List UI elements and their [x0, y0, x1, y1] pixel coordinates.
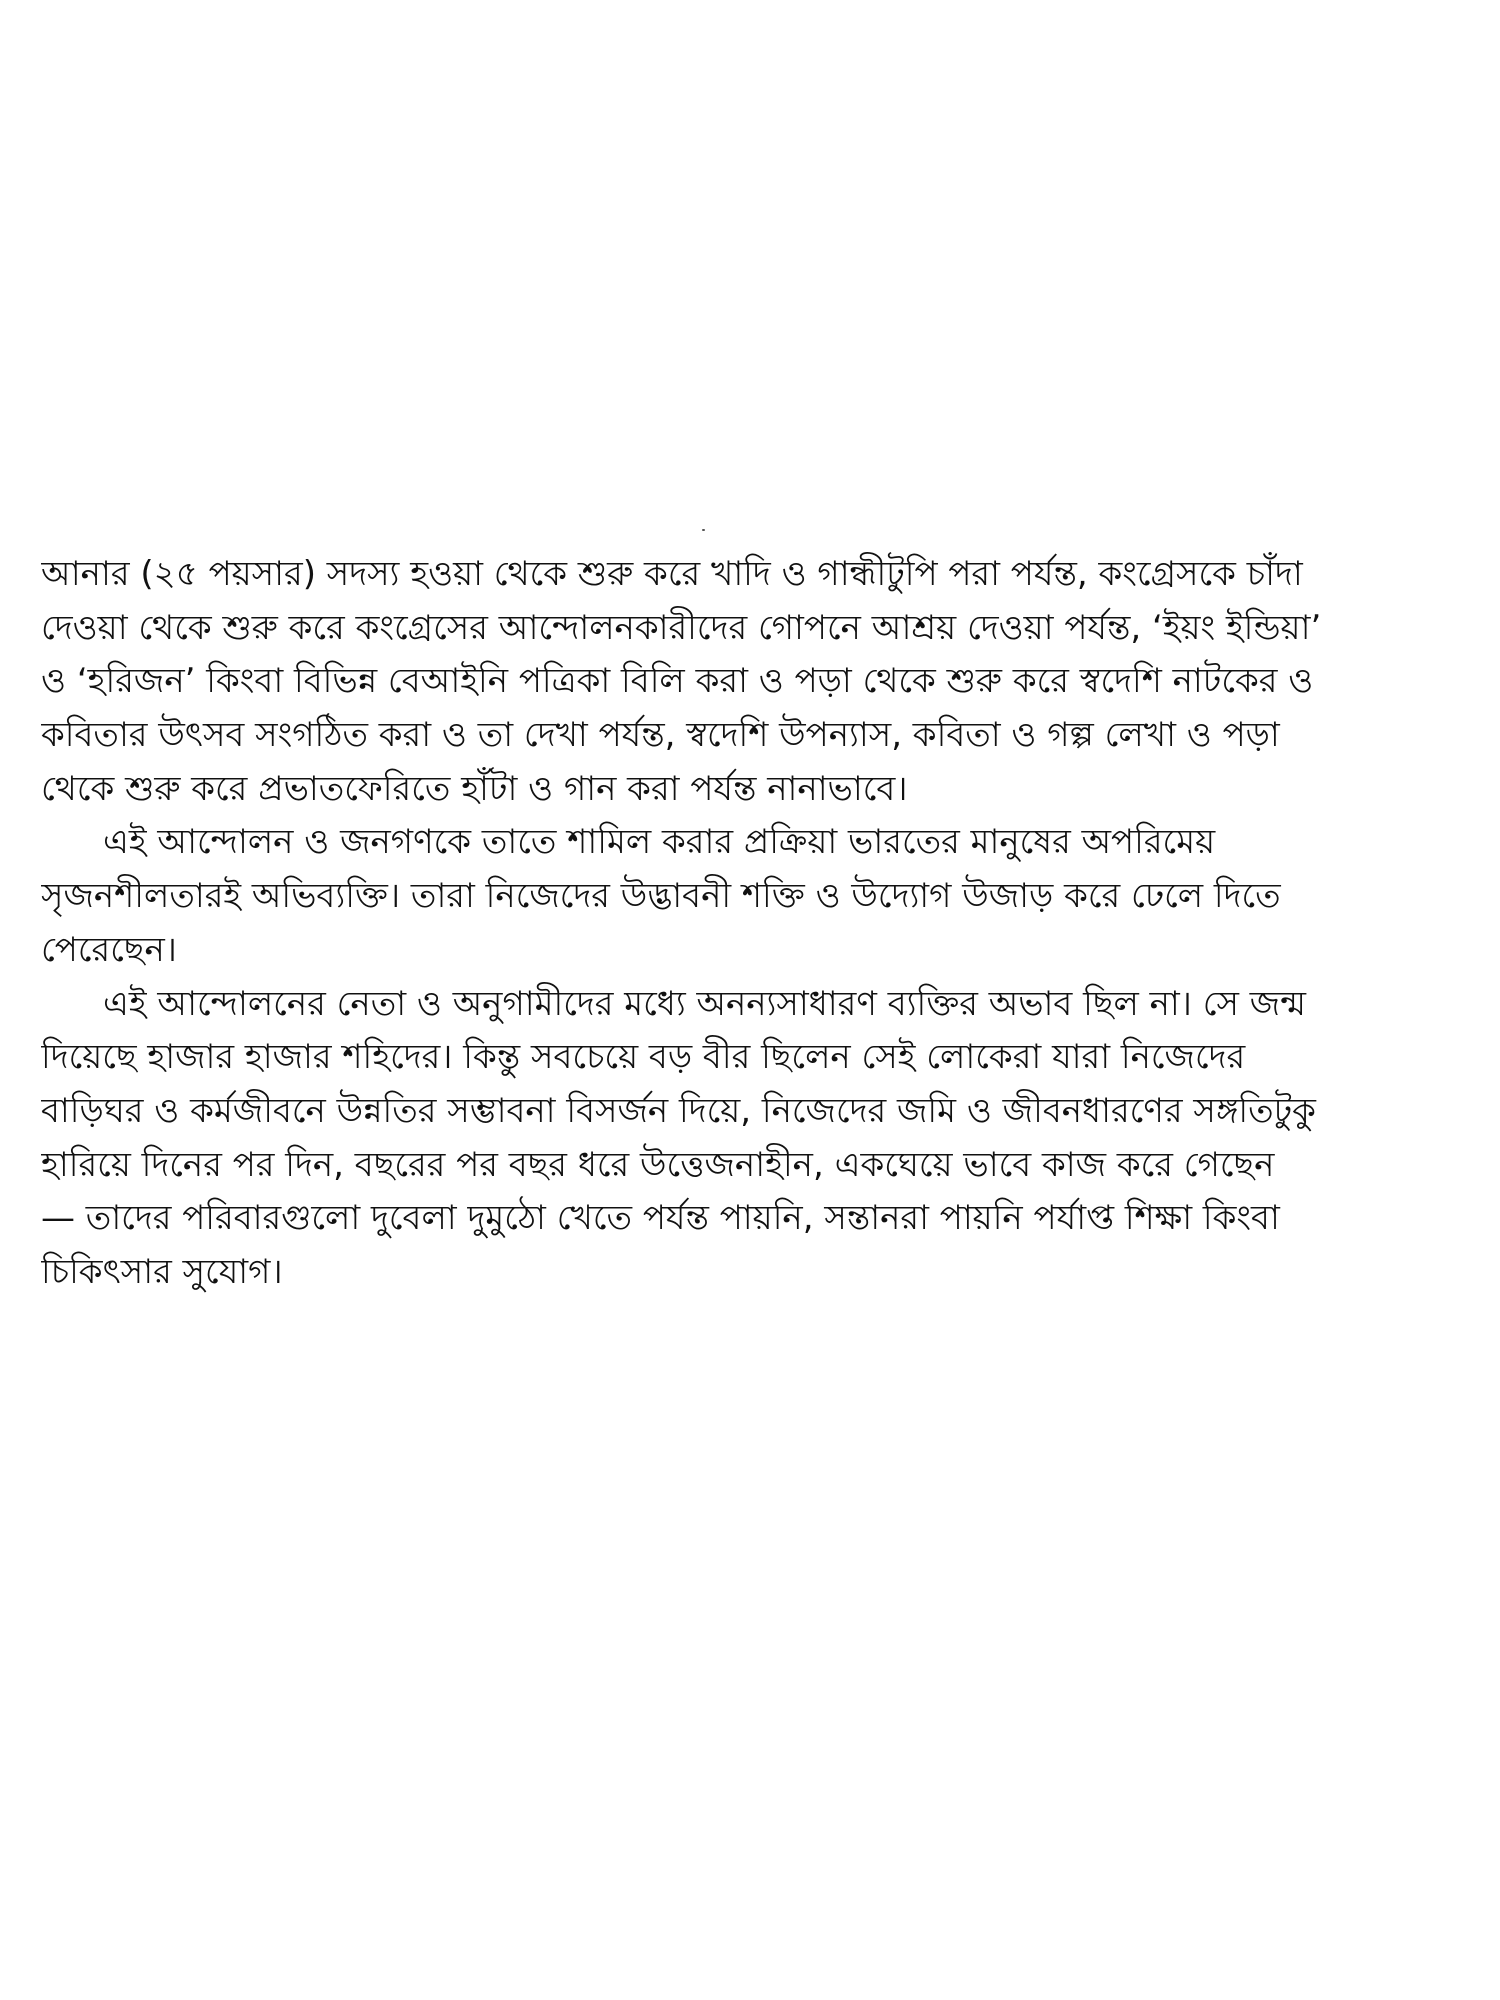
- text-line: সৃজনশীলতারই অভিব্যক্তি। তারা নিজেদের উদ্ভাবনী শক্তি ও উদ্যোগ উজাড় করে ঢেলে দিতে: [41, 876, 1281, 917]
- text-line: ও ‘হরিজন’ কিংবা বিভিন্ন বেআইনি পত্রিকা বিলি করা ও পড়া থেকে শুরু করে স্বদেশি নাটকের ও: [41, 661, 1314, 702]
- paragraph-1: [41, 548, 1461, 816]
- text-line: দিয়েছে হাজার হাজার শহিদের। কিন্তু সবচেয়ে বড় বীর ছিলেন সেই লোকেরা যারা নিজেদের: [41, 1037, 1246, 1078]
- text-line: বাড়িঘর ও কর্মজীবনে উন্নতির সম্ভাবনা বিসর্জন দিয়ে, নিজেদের জমি ও জীবনধারণের সঙ্গতিটুকু: [41, 1090, 1316, 1131]
- text-line: কবিতার উৎসব সংগঠিত করা ও তা দেখা পর্যন্ত, স্বদেশি উপন্যাস, কবিতা ও গল্প লেখা ও পড়া: [41, 715, 1280, 756]
- paragraph-3: [41, 978, 1461, 1300]
- text-line: আনার (২৫ পয়সার) সদস্য হওয়া থেকে শুরু করে খাদি ও গান্ধীটুপি পরা পর্যন্ত, কংগ্রেসকে চাঁদা: [41, 554, 1303, 594]
- body-text: [41, 548, 1461, 1300]
- text-line: হারিয়ে দিনের পর দিন, বছরের পর বছর ধরে উত্তেজনাহীন, একঘেয়ে ভাবে কাজ করে গেছেন: [41, 1144, 1275, 1185]
- text-line: — তাদের পরিবারগুলো দুবেলা দুমুঠো খেতে পর্যন্ত পায়নি, সন্তানরা পায়নি পর্যাপ্ত শিক্ষা কিংবা: [41, 1198, 1280, 1239]
- text-line: দেওয়া থেকে শুরু করে কংগ্রেসের আন্দোলনকারীদের গোপনে আশ্রয় দেওয়া পর্যন্ত, ‘ইয়ং ইন্ডিয়া’: [41, 607, 1322, 648]
- text-line: থেকে শুরু করে প্রভাতফেরিতে হাঁটা ও গান করা পর্যন্ত নানাভাবে।: [41, 768, 908, 809]
- paragraph-2: [41, 816, 1461, 977]
- scan-speck: [702, 529, 705, 531]
- text-line: এই আন্দোলন ও জনগণকে তাতে শামিল করার প্রক্রিয়া ভারতের মানুষের অপরিমেয়: [103, 822, 1216, 863]
- text-line: পেরেছেন।: [41, 929, 177, 970]
- text-line: চিকিৎসার সুযোগ।: [41, 1251, 283, 1292]
- text-line: এই আন্দোলনের নেতা ও অনুগামীদের মধ্যে অনন্যসাধারণ ব্যক্তির অভাব ছিল না। সে জন্ম: [103, 983, 1306, 1024]
